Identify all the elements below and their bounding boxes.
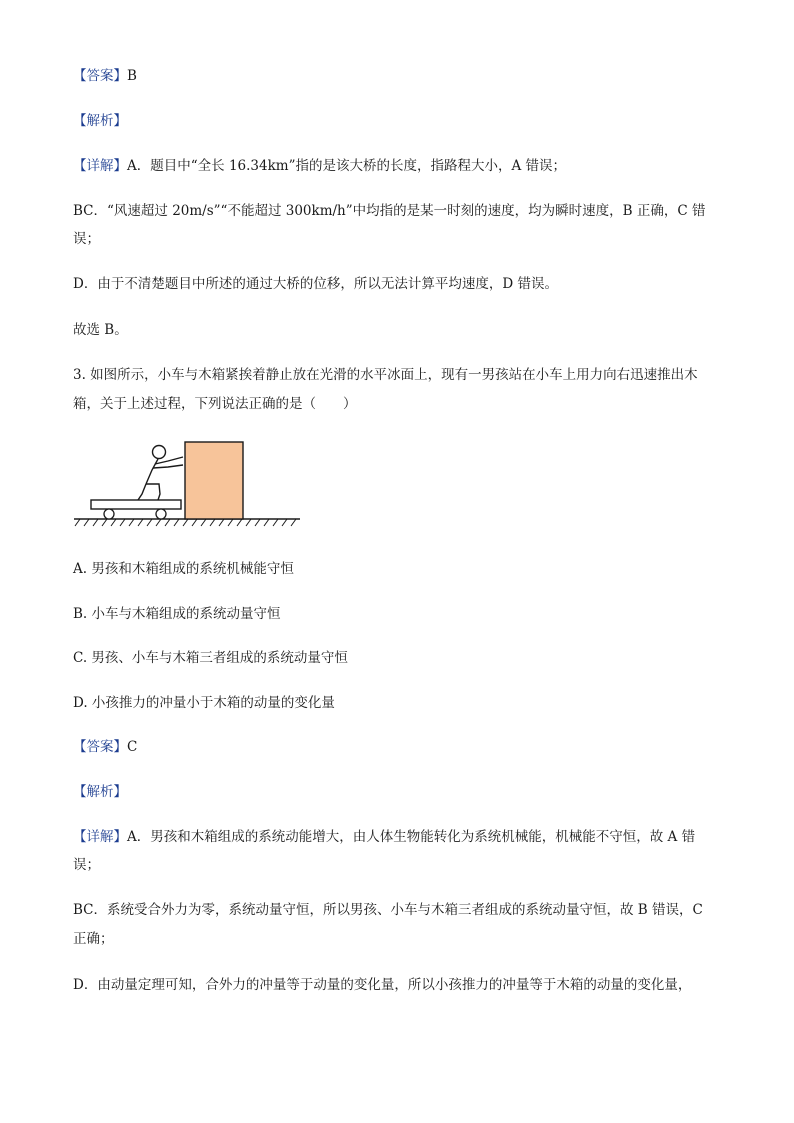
detail-line-4: D．由于不清楚题目中所述的通过大桥的位移，所以无法计算平均速度，D 错误。 bbox=[73, 276, 558, 292]
answer-tag: 【答案】 bbox=[73, 68, 127, 84]
question-stem-line-1: 3. 如图所示，小车与木箱紧挨着静止放在光滑的水平冰面上，现有一男孩站在小车上用力向右迅速推出木 bbox=[73, 367, 698, 383]
analysis-heading-1: 【解析】 bbox=[73, 113, 127, 129]
option-a: A. 男孩和木箱组成的系统机械能守恒 bbox=[73, 561, 294, 577]
detail2-line-4: 正确； bbox=[73, 931, 114, 947]
wooden-box bbox=[185, 442, 243, 519]
detail-line-3: 误； bbox=[73, 231, 100, 247]
question-stem-line-2: 箱，关于上述过程，下列说法正确的是（ ） bbox=[73, 396, 357, 412]
answer-line-1 bbox=[73, 66, 723, 86]
detail2-line-1: 【详解】A．男孩和木箱组成的系统动能增大，由人体生物能转化为系统机械能，机械能不守恒，故 A 错 bbox=[73, 829, 696, 845]
answer-line-2: 【答案】C bbox=[73, 739, 138, 755]
boy-head bbox=[153, 446, 166, 459]
detail-tag: 【详解】 bbox=[73, 158, 127, 174]
cart-wheel-right bbox=[156, 509, 166, 519]
detail-line-2: BC．“风速超过 20m/s”“不能超过 300km/h”中均指的是某一时刻的速度，均为瞬时速度，B 正确，C 错 bbox=[73, 203, 706, 219]
analysis-heading-2: 【解析】 bbox=[73, 784, 127, 800]
option-c: C. 男孩、小车与木箱三者组成的系统动量守恒 bbox=[73, 650, 348, 666]
cart-box-figure bbox=[72, 434, 304, 534]
detail2-line-5: D．由动量定理可知，合外力的冲量等于动量的变化量，所以小孩推力的冲量等于木箱的动量的变化量， bbox=[73, 977, 692, 993]
detail-line-1: 【详解】A．题目中“全长 16.34km”指的是该大桥的长度，指路程大小，A 错误； bbox=[73, 158, 567, 174]
cart-deck bbox=[91, 500, 181, 509]
cart-wheel-left bbox=[104, 509, 114, 519]
option-d: D. 小孩推力的冲量小于木箱的动量的变化量 bbox=[73, 695, 335, 711]
boy-figure bbox=[138, 446, 183, 501]
answer-value: B bbox=[127, 68, 137, 84]
detail2-line-2: 误； bbox=[73, 857, 100, 873]
detail2-line-3: BC．系统受合外力为零，系统动量守恒，所以男孩、小车与木箱三者组成的系统动量守恒，故 B 错误，C bbox=[73, 902, 703, 918]
option-b: B. 小车与木箱组成的系统动量守恒 bbox=[73, 606, 281, 622]
conclusion-line: 故选 B。 bbox=[73, 322, 128, 338]
ground-hatching bbox=[75, 519, 296, 526]
